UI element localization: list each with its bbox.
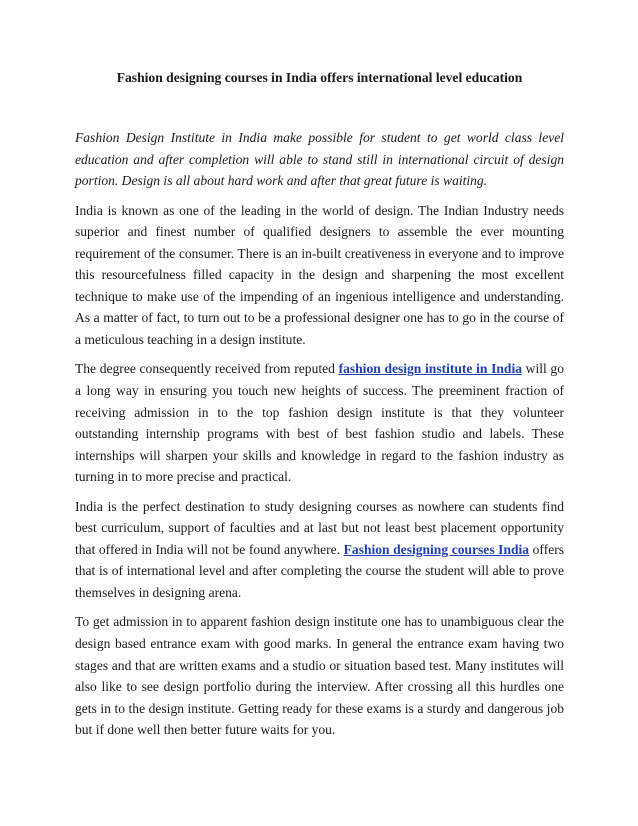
paragraph-2-text-after: will go a long way in ensuring you touch new heights of success. The preeminent fraction of receiving admission in to the top fashion design institute is that they volunteer outstanding internship programs with best of best fashion studio and labels. These internships will sharpen your skills and knowledge in regard to the fashion industry as turning in to more precise and practical. (75, 361, 564, 485)
intro-paragraph: Fashion Design Institute in India make possible for student to get world class level education and after completion will able to stand still in international circuit of design portion. Design is all about hard work and after that great future is waiting. (75, 130, 564, 189)
paragraph-1: India is known as one of the leading in the world of design. The Indian Industry needs superior and finest number of qualified designers to assemble the ever mounting requirement of the consumer. There is an in-built creativeness in everyone and to improve this resourcefulness filled capacity in the design and sharpening the most excellent technique to make use of the impending of an ingenious intelligence and understanding. As a matter of fact, to turn out to be a professional designer one has to go in the course of a meticulous teaching in a design institute. (75, 202, 564, 347)
paragraph-2 (75, 358, 564, 487)
paragraph-3-text-before: India is the perfect destination to study designing courses as nowhere can students find best curriculum, support of faculties and at last but not least best placement opportunity that offered in India will not be found anywhere. (75, 498, 564, 557)
fashion-designing-courses-link[interactable]: Fashion designing courses India (343, 541, 530, 557)
document-page (75, 68, 564, 749)
fashion-design-institute-link[interactable]: fashion design institute in India (338, 361, 522, 377)
document-title: Fashion designing courses in India offers international level education (116, 70, 523, 85)
paragraph-3 (75, 496, 564, 604)
paragraph-2-text-before: The degree consequently received from reputed (75, 361, 339, 377)
paragraph-4: To get admission in to apparent fashion design institute one has to unambiguous clear the design based entrance exam with good marks. In general the entrance exam having two stages and that are written exams and a studio or situation based test. Many institutes will also like to see design portfolio during the interview. After crossing all this hurdles one gets in to the design institute. Getting ready for these exams is a sturdy and dangerous job but if done well then better future waits for you. (75, 614, 564, 738)
paragraph-3-text-after: offers that is of international level and after completing the course the student will able to prove themselves in designing arena. (75, 541, 564, 600)
